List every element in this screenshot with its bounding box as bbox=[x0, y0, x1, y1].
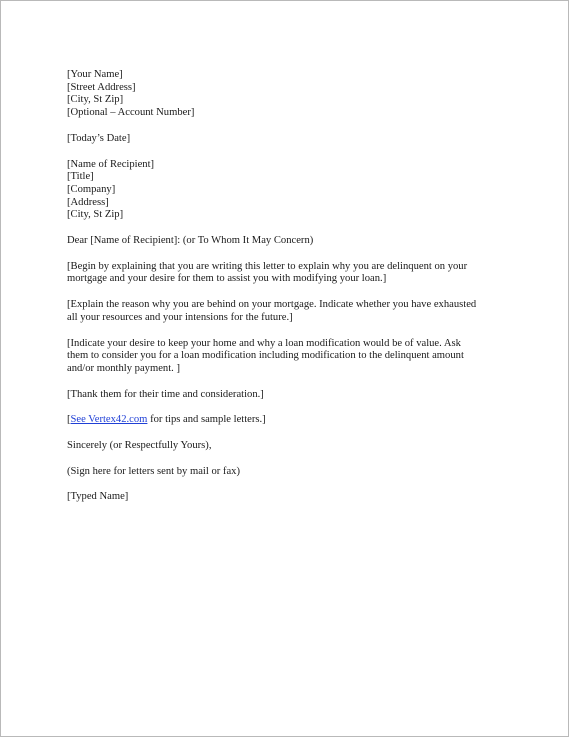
salutation: Dear [Name of Recipient]: (or To Whom It May Concern) bbox=[67, 235, 314, 247]
recipient-address: [Address] bbox=[67, 196, 109, 208]
recipient-block bbox=[67, 159, 527, 223]
sender-city: [City, St Zip] bbox=[67, 94, 124, 106]
paragraph-3-line-2: them to consider you for a loan modification including modification to the delinquent amount bbox=[67, 350, 464, 362]
signature-note: (Sign here for letters sent by mail or fax) bbox=[67, 465, 240, 477]
sender-street: [Street Address] bbox=[67, 81, 136, 93]
letter-date: [Today’s Date] bbox=[67, 132, 131, 144]
recipient-company: [Company] bbox=[67, 183, 116, 195]
paragraph-1 bbox=[67, 261, 527, 286]
recipient-city: [City, St Zip] bbox=[67, 209, 124, 221]
recipient-title: [Title] bbox=[67, 171, 94, 183]
paragraph-3 bbox=[67, 338, 527, 376]
paragraph-3-line-3: and/or monthly payment. ] bbox=[67, 362, 180, 374]
typed-name: [Typed Name] bbox=[67, 491, 129, 503]
tip-line bbox=[67, 414, 527, 427]
paragraph-3-line-1: [Indicate your desire to keep your home and why a loan modification would be of value. Ask bbox=[67, 337, 461, 349]
paragraph-1-line-1: [Begin by explaining that you are writing this letter to explain why you are delinquent on your bbox=[67, 260, 468, 272]
recipient-name: [Name of Recipient] bbox=[67, 158, 155, 170]
letter-body bbox=[67, 69, 527, 504]
paragraph-4: [Thank them for their time and consideration.] bbox=[67, 388, 264, 400]
paragraph-1-line-2: mortgage and your desire for them to assist you with modifying your loan.] bbox=[67, 273, 387, 285]
sender-account: [Optional – Account Number] bbox=[67, 107, 195, 119]
paragraph-2-line-1: [Explain the reason why you are behind on your mortgage. Indicate whether you have exhausted bbox=[67, 299, 477, 311]
vertex42-link[interactable]: See Vertex42.com bbox=[70, 414, 148, 426]
tip-rest: for tips and sample letters.] bbox=[147, 414, 266, 426]
sender-block bbox=[67, 69, 527, 120]
closing: Sincerely (or Respectfully Yours), bbox=[67, 440, 212, 452]
tip-open-bracket: [ bbox=[67, 414, 71, 426]
paragraph-2 bbox=[67, 299, 527, 324]
paragraph-2-line-2: all your resources and your intensions for the future.] bbox=[67, 311, 293, 323]
sender-name: [Your Name] bbox=[67, 69, 123, 80]
